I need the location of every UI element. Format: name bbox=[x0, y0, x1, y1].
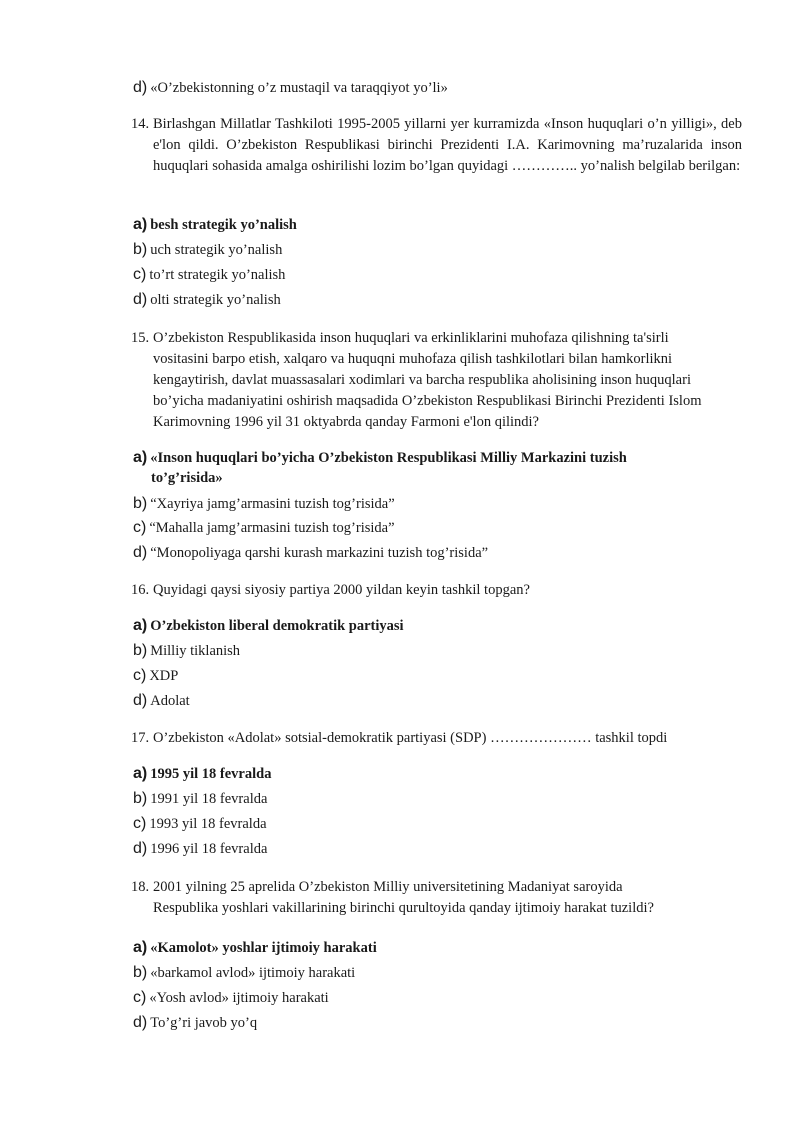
option-a bbox=[133, 448, 627, 488]
option-letter: c) bbox=[133, 519, 147, 536]
option-text: Adolat bbox=[150, 693, 190, 709]
option-c bbox=[133, 814, 267, 834]
question-number: 15. bbox=[131, 330, 150, 346]
option-text: XDP bbox=[149, 668, 179, 684]
option-c bbox=[133, 265, 285, 285]
option-text: “Xayriya jamg’armasini tuzish tog’risida” bbox=[150, 496, 395, 512]
option-a bbox=[133, 764, 271, 784]
question-16 bbox=[131, 580, 742, 601]
question-text-line1: 2001 yilning 25 aprelida O’zbekiston Milliy universitetining Madaniyat saroyida bbox=[153, 879, 623, 895]
option-b bbox=[133, 641, 240, 661]
option-letter: b) bbox=[133, 495, 148, 512]
option-letter: d) bbox=[133, 544, 148, 561]
question-text: O’zbekiston «Adolat» sotsial-demokratik partiyasi (SDP) ………………… tashkil topdi bbox=[153, 730, 668, 746]
option-text: uch strategik yo’nalish bbox=[150, 242, 283, 258]
option-text: «barkamol avlod» ijtimoiy harakati bbox=[150, 965, 356, 981]
option-d bbox=[133, 691, 190, 711]
option-text: “Mahalla jamg’armasini tuzish tog’risida” bbox=[149, 520, 395, 536]
option-text-line2: to’g’risida» bbox=[151, 470, 223, 486]
option-letter: b) bbox=[133, 964, 148, 981]
option-text: To’g’ri javob yo’q bbox=[150, 1015, 258, 1031]
option-letter: a) bbox=[133, 216, 148, 233]
option-letter: d) bbox=[133, 291, 148, 308]
option-letter: c) bbox=[133, 266, 147, 283]
option-a bbox=[133, 616, 404, 636]
option-d bbox=[133, 290, 281, 310]
option-text: “Monopoliyaga qarshi kurash markazini tuzish tog’risida” bbox=[150, 545, 489, 561]
option-letter: d) bbox=[133, 840, 148, 857]
option-letter: a) bbox=[133, 939, 148, 956]
option-d bbox=[133, 839, 267, 859]
option-letter: b) bbox=[133, 241, 148, 258]
question-text: Birlashgan Millatlar Tashkiloti 1995-2005 yillarni yer kurramizda «Inson huquqlari o’n yilligi», deb e'lon qildi. O’zbekiston Respublikasi birinchi Prezidenti I.A. Karimovning ma’ruzalarida inson huquqlari sohasida amalga oshirilishi lozim bo’lgan quyidagi ………….. yo’nalish belgilab berilgan: bbox=[153, 116, 742, 174]
option-d bbox=[133, 543, 488, 563]
option-text: to’rt strategik yo’nalish bbox=[149, 267, 286, 283]
option-text: 1996 yil 18 fevralda bbox=[150, 841, 268, 857]
question-17 bbox=[131, 728, 742, 749]
option-b bbox=[133, 494, 395, 514]
option-text: 1991 yil 18 fevralda bbox=[150, 791, 268, 807]
option-c bbox=[133, 666, 178, 686]
option-b bbox=[133, 789, 267, 809]
option-text-line1: «Inson huquqlari bo’yicha O’zbekiston Respublikasi Milliy Markazini tuzish bbox=[150, 450, 627, 466]
option-letter: a) bbox=[133, 765, 148, 782]
question-text-line2: Respublika yoshlari vakillarining birinchi qurultoyida qanday ijtimoiy harakat tuzildi? bbox=[153, 900, 654, 916]
option-letter: c) bbox=[133, 667, 147, 684]
option-d bbox=[133, 1013, 257, 1033]
option-letter: c) bbox=[133, 989, 147, 1006]
question-number: 18. bbox=[131, 879, 150, 895]
option-letter: d) bbox=[133, 692, 148, 709]
option-letter: b) bbox=[133, 642, 148, 659]
option-text: 1993 yil 18 fevralda bbox=[149, 816, 267, 832]
option-letter: c) bbox=[133, 815, 147, 832]
question-18 bbox=[131, 877, 742, 919]
question-number: 14. bbox=[131, 116, 150, 132]
question-text: Quyidagi qaysi siyosiy partiya 2000 yildan keyin tashkil topgan? bbox=[153, 582, 530, 598]
option-letter: d) bbox=[133, 1014, 148, 1031]
question-15 bbox=[131, 328, 742, 433]
option-a bbox=[133, 215, 297, 235]
option-d-prev bbox=[133, 78, 448, 98]
question-text: O’zbekiston Respublikasida inson huquqlari va erkinliklarini muhofaza qilishning ta'sirli vositasini barpo etish, xalqaro va huquqni muhofaza qilish tashkilotlari bilan hamkorlikni kengaytirish, davlat muassasalari xodimlari va barcha respublika aholisining inson huquqlari bo’yicha madaniyatini oshirish maqsadida O’zbekiston Respublikasi Birinchi Prezidenti Islom Karimovning 1996 yil 31 oktyabrda qanday Farmoni e'lon qilindi? bbox=[153, 330, 702, 430]
question-14 bbox=[131, 114, 742, 177]
option-text: olti strategik yo’nalish bbox=[150, 292, 281, 308]
option-letter: d) bbox=[133, 79, 148, 96]
option-b bbox=[133, 963, 355, 983]
option-text: «O’zbekistonning o’z mustaqil va taraqqiyot yo’li» bbox=[150, 80, 448, 96]
option-text: «Yosh avlod» ijtimoiy harakati bbox=[149, 990, 329, 1006]
option-text: «Kamolot» yoshlar ijtimoiy harakati bbox=[150, 940, 377, 956]
option-letter: b) bbox=[133, 790, 148, 807]
option-a bbox=[133, 938, 377, 958]
option-letter: a) bbox=[133, 617, 148, 634]
option-text: 1995 yil 18 fevralda bbox=[150, 766, 272, 782]
question-number: 16. bbox=[131, 582, 150, 598]
option-letter: a) bbox=[133, 449, 148, 466]
option-text: besh strategik yo’nalish bbox=[150, 217, 297, 233]
option-c bbox=[133, 988, 329, 1008]
option-text: O’zbekiston liberal demokratik partiyasi bbox=[150, 618, 404, 634]
option-text: Milliy tiklanish bbox=[150, 643, 241, 659]
option-c bbox=[133, 518, 395, 538]
option-b bbox=[133, 240, 282, 260]
question-number: 17. bbox=[131, 730, 150, 746]
